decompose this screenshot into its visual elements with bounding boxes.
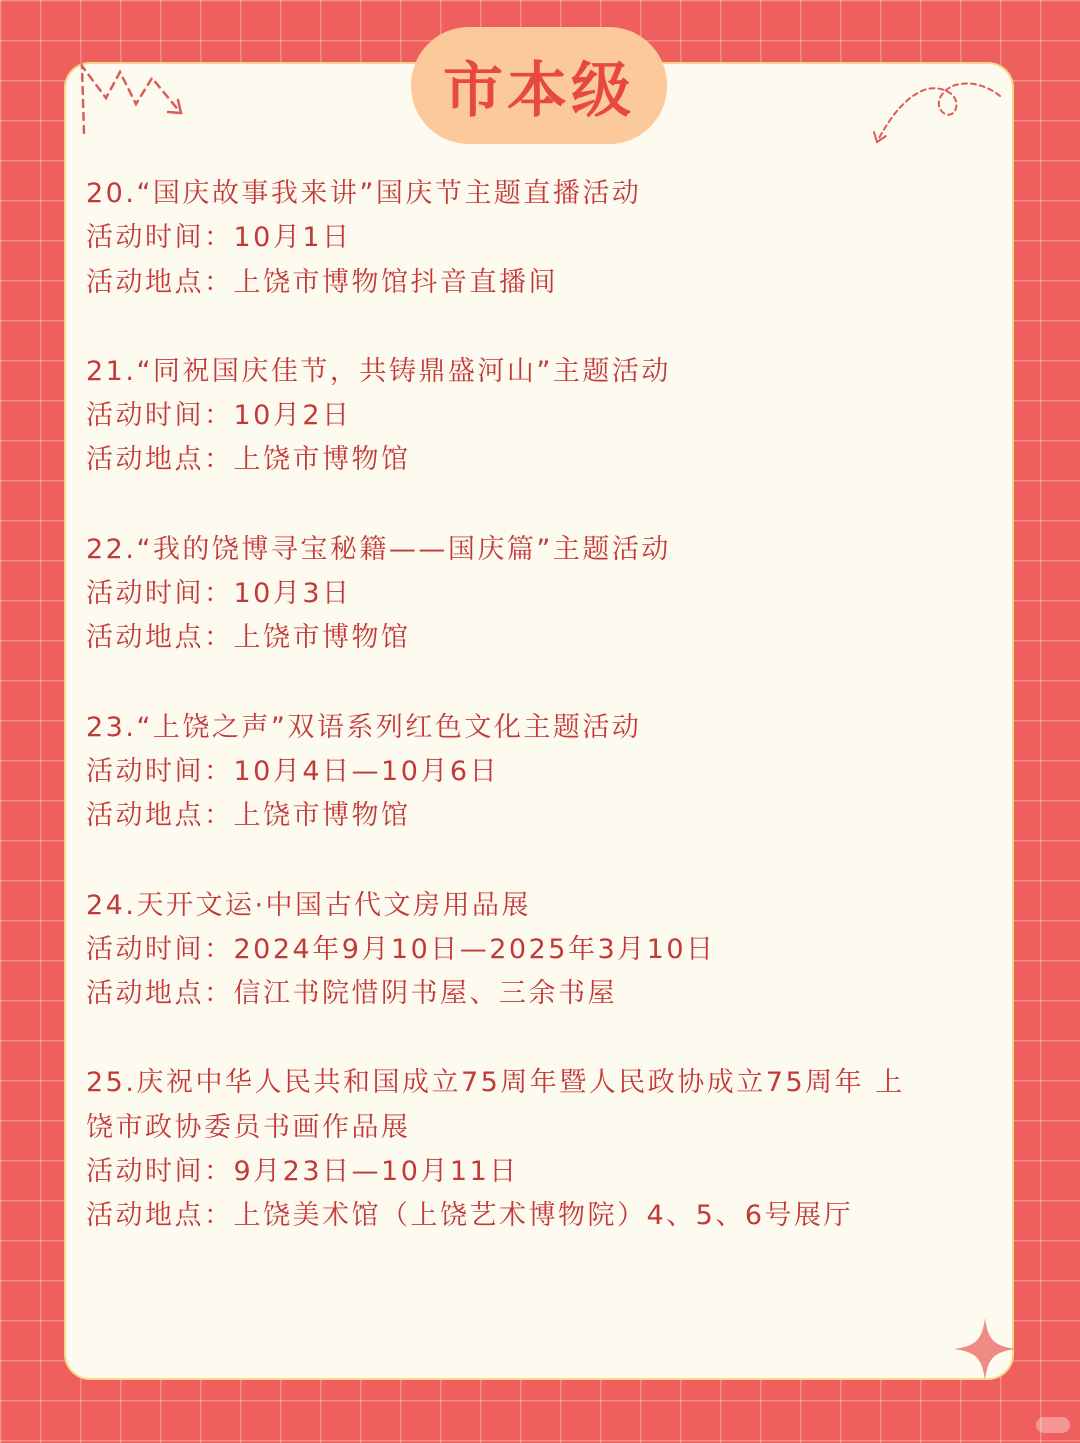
event-title: 20.“国庆故事我来讲”国庆节主题直播活动 xyxy=(86,178,642,209)
event-title-line-1: 25.庆祝中华人民共和国成立75周年暨人民政协成立75周年 上 xyxy=(86,1067,905,1099)
list-item xyxy=(86,1061,1006,1238)
event-time: 活动时间：10月3日 xyxy=(86,578,352,610)
page-title: 市本级 xyxy=(443,55,635,126)
event-time: 活动时间：10月4日—10月6日 xyxy=(86,755,500,787)
event-list xyxy=(86,172,1006,1284)
event-time: 活动时间：10月1日 xyxy=(86,222,352,254)
sparkle-icon xyxy=(954,1318,1016,1380)
event-place: 活动地点：信江书院惜阴书屋、三余书屋 xyxy=(86,978,617,1010)
zigzag-arrow-icon xyxy=(76,58,191,138)
event-title-line-2: 饶市政协委员书画作品展 xyxy=(86,1111,411,1143)
event-time: 活动时间：9月23日—10月11日 xyxy=(86,1156,519,1188)
event-time: 活动时间：2024年9月10日—2025年3月10日 xyxy=(86,933,716,965)
event-time: 活动时间：10月2日 xyxy=(86,400,352,432)
loop-arrow-icon xyxy=(868,78,1008,150)
event-place: 活动地点：上饶市博物馆 xyxy=(86,800,411,832)
title-pill xyxy=(411,27,667,144)
list-item xyxy=(86,172,1006,305)
list-item xyxy=(86,350,1006,483)
event-place: 活动地点：上饶市博物馆 xyxy=(86,622,411,654)
event-place: 活动地点：上饶市博物馆 xyxy=(86,444,411,476)
watermark-logo xyxy=(1036,1417,1070,1433)
event-title: 23.“上饶之声”双语系列红色文化主题活动 xyxy=(86,711,642,743)
event-place: 活动地点：上饶美术馆（上饶艺术博物院）4、5、6号展厅 xyxy=(86,1200,854,1232)
event-place: 活动地点：上饶市博物馆抖音直播间 xyxy=(86,266,558,298)
event-title: 22.“我的饶博寻宝秘籍——国庆篇”主题活动 xyxy=(86,533,671,565)
list-item xyxy=(86,528,1006,661)
event-title: 24.天开文运·中国古代文房用品展 xyxy=(86,889,532,921)
list-item xyxy=(86,884,1006,1017)
list-item xyxy=(86,706,1006,839)
event-title: 21.“同祝国庆佳节，共铸鼎盛河山”主题活动 xyxy=(86,355,671,387)
